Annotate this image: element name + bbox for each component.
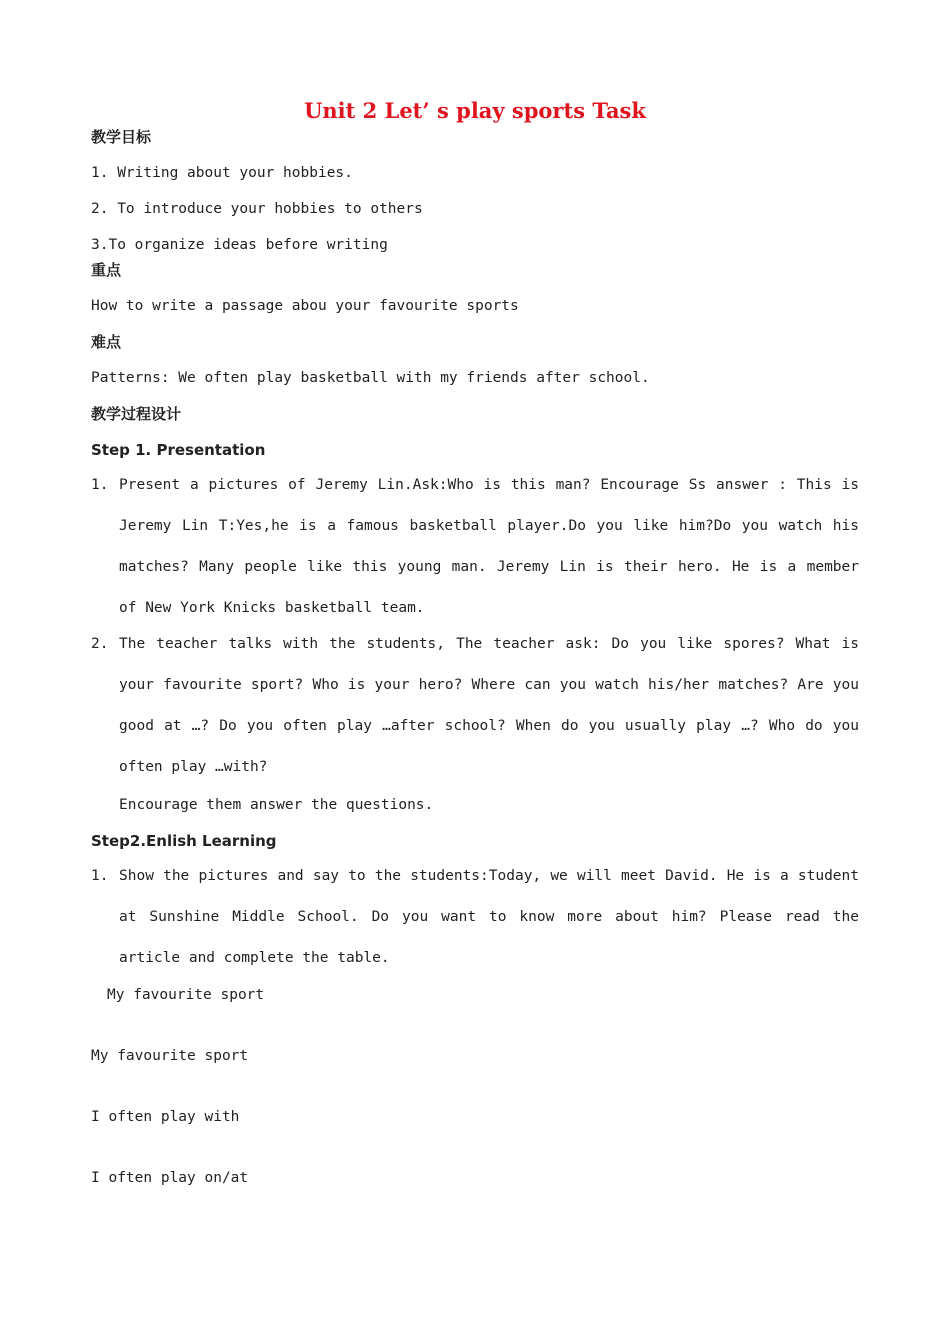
step2-heading: Step2.Enlish Learning <box>91 832 277 850</box>
step2-item-1-number: 1. <box>91 868 109 884</box>
step1-item-1 <box>91 465 859 629</box>
key-point-text: How to write a passage abou your favourite sports <box>91 298 519 314</box>
step1-item-2 <box>91 624 859 788</box>
table-row-3: I often play on/at <box>91 1170 249 1186</box>
difficult-point-heading: 难点 <box>91 333 122 351</box>
table-row-2: I often play with <box>91 1109 240 1125</box>
step2-item-1-text: Show the pictures and say to the students:Today, we will meet David. He is a student at Sunshine Middle School. Do you want to know more about him? Please read the article and complete the table. <box>119 868 859 966</box>
table-row-1: My favourite sport <box>91 1048 249 1064</box>
objectives-heading: 教学目标 <box>91 128 152 146</box>
process-heading: 教学过程设计 <box>91 405 182 423</box>
step1-item-2-extra: Encourage them answer the questions. <box>119 797 434 813</box>
step1-item-2-number: 2. <box>91 636 109 652</box>
step2-item-1 <box>91 856 859 979</box>
difficult-point-text: Patterns: We often play basketball with my friends after school. <box>91 370 650 386</box>
objective-item-3: 3.To organize ideas before writing <box>91 237 388 253</box>
step1-heading: Step 1. Presentation <box>91 441 266 459</box>
objective-item-2: 2. To introduce your hobbies to others <box>91 201 423 217</box>
objective-item-1: 1. Writing about your hobbies. <box>91 165 353 181</box>
key-point-heading: 重点 <box>91 261 122 279</box>
document-title: Unit 2 Let’ s play sports Task <box>304 98 646 123</box>
step1-item-2-text: The teacher talks with the students, The teacher ask: Do you like spores? What is your favourite sport? Who is your hero? Where can you watch his/her matches? Are you good at …? Do you often play …after school? When do you usually play …? Who do you often play …with? <box>119 636 859 775</box>
step1-item-1-text: Present a pictures of Jeremy Lin.Ask:Who is this man? Encourage Ss answer : This is Jeremy Lin T:Yes,he is a famous basketball player.Do you like him?Do you watch his matches? Many people like this young man. Jeremy Lin is their hero. He is a member of New York Knicks basketball team. <box>119 477 859 616</box>
table-caption: My favourite sport <box>107 987 265 1003</box>
step1-item-1-number: 1. <box>91 477 109 493</box>
